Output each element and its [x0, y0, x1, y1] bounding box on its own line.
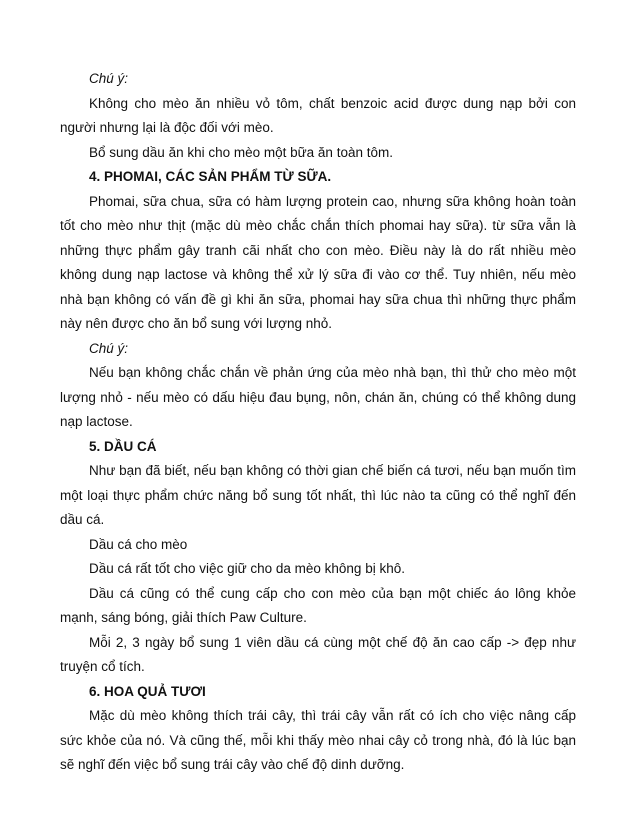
paragraph-fish-oil-dosage: Mỗi 2, 3 ngày bổ sung 1 viên dầu cá cùng một chế độ ăn cao cấp -> đẹp như truyện cổ tích.: [60, 634, 576, 674]
section-heading-fish-oil: 5. DẦU CÁ: [89, 438, 157, 454]
section-heading-fresh-fruit: 6. HOA QUẢ TƯƠI: [89, 683, 206, 699]
note-label: Chú ý:: [89, 340, 129, 356]
paragraph-fish-oil-title: Dầu cá cho mèo: [89, 536, 188, 552]
section-heading-dairy: 4. PHOMAI, CÁC SẢN PHẨM TỪ SỮA.: [89, 169, 332, 184]
paragraph-fish-oil-coat: Dầu cá cũng có thể cung cấp cho con mèo của bạn một chiếc áo lông khỏe mạnh, sáng bóng, giải thích Paw Culture.: [60, 585, 576, 625]
note-label: Chú ý:: [89, 71, 129, 86]
paragraph-fish-oil-skin: Dầu cá rất tốt cho việc giữ cho da mèo không bị khô.: [89, 561, 405, 576]
paragraph-shrimp-shell-warning: Không cho mèo ăn nhiều vỏ tôm, chất benzoic acid được dung nạp bởi con người nhưng lại là độc đối với mèo.: [60, 95, 576, 135]
paragraph-cooking-oil-tip: Bổ sung dầu ăn khi cho mèo một bữa ăn toàn tôm.: [89, 144, 393, 160]
paragraph-fish-oil-intro: Như bạn đã biết, nếu bạn không có thời gian chế biến cá tươi, nếu bạn muốn tìm một loại thực phẩm chức năng bổ sung tốt nhất, thì lúc nào ta cũng có thể nghĩ đến dầu cá.: [60, 463, 576, 527]
paragraph-lactose-test: Nếu bạn không chắc chắn về phản ứng của mèo nhà bạn, thì thử cho mèo một lượng nhỏ - nếu mèo có dấu hiệu đau bụng, nôn, chán ăn, chúng có thể không dung nạp lactose.: [60, 365, 576, 429]
paragraph-dairy: Phomai, sữa chua, sữa có hàm lượng protein cao, nhưng sữa không hoàn toàn tốt cho mèo như thịt (mặc dù mèo chắc chắn thích phomai hay sữa). từ sữa vẫn là những thực phẩm gây tranh cãi nhất cho con mèo. Điều này là do rất nhiều mèo không dung nạp lactose và không thể xử lý sữa đi vào cơ thể. Tuy nhiên, nếu mèo nhà bạn không có vấn đề gì khi ăn sữa, phomai hay sữa chua thì những thực phẩm này nên được cho ăn bổ sung với lượng nhỏ.: [60, 193, 576, 331]
document-body: [60, 67, 576, 778]
paragraph-fresh-fruit: Mặc dù mèo không thích trái cây, thì trái cây vẫn rất có ích cho việc nâng cấp sức khỏe của nó. Và cũng thế, mỗi khi thấy mèo nhai cây cỏ trong nhà, đó là lúc bạn sẽ nghĩ đến việc bổ sung trái cây vào chế độ dinh dưỡng.: [60, 708, 576, 772]
